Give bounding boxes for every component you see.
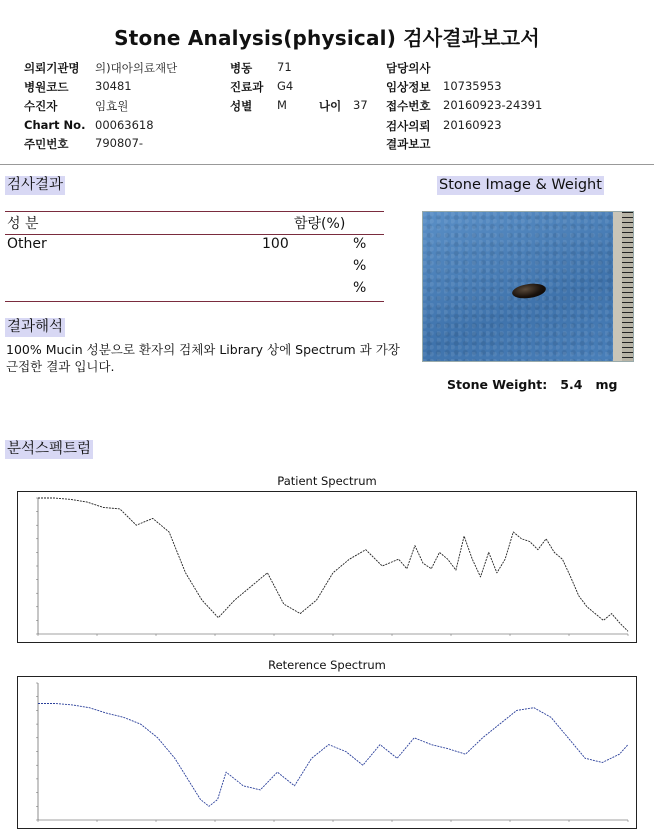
row-unit: % — [353, 258, 367, 274]
hospital-code-label: 병원코드 — [24, 80, 69, 94]
row-component: Other — [7, 236, 47, 252]
institution-value: 의)대아의료재단 — [95, 61, 178, 75]
institution-label: 의뢰기관명 — [24, 61, 80, 75]
request-date-value: 20160923 — [443, 118, 502, 132]
row-unit: % — [353, 280, 367, 296]
age-value: 37 — [353, 98, 368, 112]
row-unit: % — [353, 236, 367, 252]
interpretation-section-title: 결과해석 — [7, 319, 64, 335]
row-value: 100 — [262, 236, 289, 252]
patient-spectrum-chart — [17, 491, 637, 643]
receipt-no-value: 20160923-24391 — [443, 98, 543, 112]
department-value: G4 — [277, 79, 294, 93]
clinical-info-label: 임상정보 — [386, 80, 431, 94]
chart-no-label: Chart No. — [24, 118, 86, 132]
ruler-graphic — [613, 212, 633, 361]
patient-name-label: 수진자 — [24, 99, 58, 113]
interpretation-text: 100% Mucin 성분으로 환자의 검체와 Library 상에 Spectrum 과 가장 근접한 결과 입니다. — [6, 342, 400, 374]
table-header-rule — [5, 234, 384, 235]
clinical-info-value: 10735953 — [443, 79, 502, 93]
department-label: 진료과 — [230, 80, 264, 94]
patient-spectrum-series-line — [38, 498, 628, 631]
report-title: Stone Analysis(physical) 검사결과보고서 — [114, 26, 540, 50]
doctor-label: 담당의사 — [386, 61, 431, 75]
component-header: 성 분 — [7, 216, 39, 232]
patient-name-value: 임효원 — [95, 99, 129, 113]
stone-weight-unit: mg — [595, 377, 618, 392]
stone-section-title: Stone Image & Weight — [439, 177, 602, 193]
reference-spectrum-svg — [18, 677, 636, 828]
table-top-rule — [5, 211, 384, 212]
sex-label: 성별 — [230, 99, 253, 113]
header-divider — [0, 164, 654, 165]
reference-spectrum-chart — [17, 676, 637, 829]
stone-weight — [447, 377, 618, 392]
results-section-title: 검사결과 — [7, 177, 64, 193]
ward-label: 병동 — [230, 61, 253, 75]
resident-no-value: 790807- — [95, 136, 144, 150]
reference-spectrum-series-line — [38, 704, 628, 807]
report-date-label: 결과보고 — [386, 137, 431, 151]
receipt-no-label: 접수번호 — [386, 99, 431, 113]
ward-value: 71 — [277, 60, 292, 74]
stone-image — [422, 211, 634, 362]
age-label: 나이 — [319, 99, 342, 113]
sex-value: M — [277, 98, 287, 112]
request-date-label: 검사의뢰 — [386, 119, 431, 133]
spectrum-section-title: 분석스펙트럼 — [7, 441, 92, 457]
resident-no-label: 주민번호 — [24, 137, 69, 151]
table-bottom-rule — [5, 301, 384, 302]
chart-no-value: 00063618 — [95, 118, 154, 132]
content-header: 함량(%) — [294, 216, 346, 232]
reference-spectrum-axes — [38, 683, 628, 820]
reference-spectrum-title: Reterence Spectrum — [268, 658, 386, 672]
hospital-code-value: 30481 — [95, 79, 132, 93]
patient-spectrum-svg — [18, 492, 636, 642]
patient-spectrum-title: Patient Spectrum — [277, 474, 377, 488]
stone-weight-value: 5.4 — [560, 377, 583, 392]
patient-spectrum-axes — [38, 498, 628, 634]
stone-weight-label: Stone Weight: — [447, 377, 548, 392]
